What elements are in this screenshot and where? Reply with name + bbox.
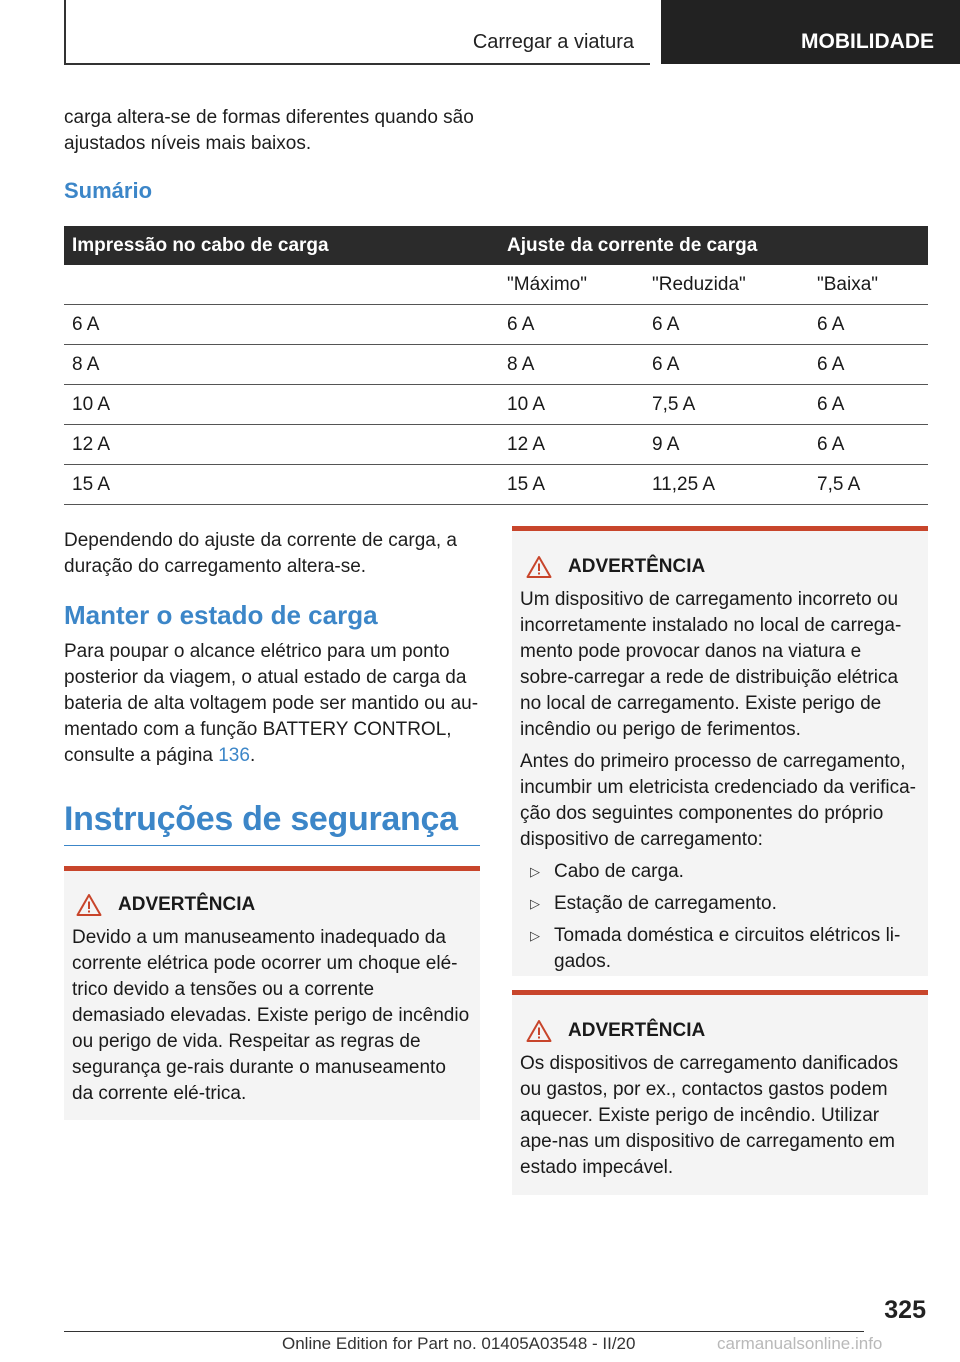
- table-cell: 6 A: [499, 305, 644, 345]
- table-cell: 12 A: [499, 425, 644, 465]
- table-cell: 6 A: [809, 385, 928, 425]
- table-header-row: [64, 226, 928, 265]
- list-item: [520, 891, 920, 917]
- table-header-cable: Impressão no cabo de carga: [64, 226, 499, 265]
- triangle-bullet-icon: ▷: [530, 928, 540, 943]
- after-table-text: Dependendo do ajuste da corrente de carga, a duração do carregamento altera-se.: [64, 530, 457, 577]
- table-subheader: "Baixa": [809, 265, 928, 305]
- safety-heading: Instruções de segurança: [64, 800, 458, 838]
- intro-text: carga altera-se de formas diferentes quando são ajustados níveis mais baixos.: [64, 107, 474, 154]
- table-cell: 6 A: [809, 345, 928, 385]
- list-item-text: Tomada doméstica e circuitos elétricos li-gados.: [554, 925, 901, 972]
- warning-box: [64, 866, 480, 1120]
- warning-title: [520, 1019, 920, 1043]
- header-tab[interactable]: MOBILIDADE: [661, 0, 960, 64]
- table-cell: 6 A: [809, 305, 928, 345]
- triangle-bullet-icon: ▷: [530, 896, 540, 911]
- table-cell: 7,5 A: [644, 385, 809, 425]
- footer-divider: [64, 1331, 864, 1332]
- table-cell: 10 A: [499, 385, 644, 425]
- footer-edition: Online Edition for Part no. 01405A03548 - II/20: [282, 1334, 636, 1353]
- warning-title: [520, 555, 920, 579]
- warning-triangle-icon: [526, 1019, 552, 1043]
- table-subheader: "Máximo": [499, 265, 644, 305]
- warning-box: [512, 526, 928, 976]
- table-cell: 6 A: [644, 305, 809, 345]
- warning-text: Antes do primeiro processo de carregamento, incumbir um eletricista credenciado da verifica-ção dos seguintes componentes do próprio dispositivo de carregamento:: [520, 751, 916, 850]
- list-item: [520, 859, 920, 885]
- heading-rule: [64, 845, 480, 846]
- table-cell: 8 A: [499, 345, 644, 385]
- table-cell: 8 A: [64, 345, 499, 385]
- table-subheader-row: [64, 265, 928, 305]
- warning-text: Os dispositivos de carregamento danificados ou gastos, por ex., contactos gastos podem aquecer. Existe perigo de incêndio. Utilizar ape-nas um dispositivo de carregamento em estado impecável.: [520, 1053, 899, 1178]
- table-row: [64, 345, 928, 385]
- table-row: [64, 425, 928, 465]
- table-header-current: Ajuste da corrente de carga: [499, 226, 928, 265]
- table-cell: 15 A: [64, 465, 499, 505]
- warning-text: Devido a um manuseamento inadequado da corrente elétrica pode ocorrer um choque elé-trico devido a tensões ou a corrente demasiado elevadas. Existe perigo de incêndio ou perigo de vida. Respeitar as regras de segurança ge-rais durante o manuseamento da corrente elé-trica.: [72, 927, 470, 1104]
- table-cell: 15 A: [499, 465, 644, 505]
- summary-table: [64, 226, 928, 505]
- manter-text-end: .: [249, 745, 256, 766]
- triangle-bullet-icon: ▷: [530, 864, 540, 879]
- list-item-text: Estação de carregamento.: [554, 893, 777, 914]
- table-cell: 6 A: [64, 305, 499, 345]
- warning-title-text: ADVERTÊNCIA: [568, 556, 706, 577]
- warning-list: [520, 859, 920, 975]
- warning-text: Um dispositivo de carregamento incorreto ou incorretamente instalado no local de carrega-mento pode provocar danos na viatura e sobre-carregar a rede de distribuição elétrica no local de carregamento. Existe perigo de incêndio ou perigo de ferimentos.: [520, 589, 902, 740]
- summary-heading: Sumário: [64, 178, 153, 203]
- table-cell: 6 A: [644, 345, 809, 385]
- table-subheader: "Reduzida": [644, 265, 809, 305]
- table-row: [64, 305, 928, 345]
- list-item-text: Cabo de carga.: [554, 861, 684, 882]
- manter-text: Para poupar o alcance elétrico para um ponto posterior da viagem, o atual estado de carga da bateria de alta voltagem pode ser mantido ou au-mentado com a função BATTERY CONTROL, consulte a página: [64, 641, 479, 766]
- table-cell: 7,5 A: [809, 465, 928, 505]
- manter-paragraph: [64, 639, 480, 769]
- page-reference-link[interactable]: 136: [218, 745, 250, 766]
- warning-triangle-icon: [526, 555, 552, 579]
- watermark: carmanualsonline.info: [717, 1334, 883, 1353]
- warning-box: [512, 990, 928, 1195]
- table-cell: 9 A: [644, 425, 809, 465]
- table-cell: 11,25 A: [644, 465, 809, 505]
- table-cell: 12 A: [64, 425, 499, 465]
- table-cell: [64, 265, 499, 305]
- list-item: [520, 923, 920, 975]
- manter-heading: Manter o estado de carga: [64, 600, 378, 630]
- table-row: [64, 465, 928, 505]
- warning-title: [72, 893, 470, 917]
- warning-triangle-icon: [76, 893, 102, 917]
- table-cell: 10 A: [64, 385, 499, 425]
- page-number: 325: [884, 1296, 926, 1324]
- table-cell: 6 A: [809, 425, 928, 465]
- header-section-title: Carregar a viatura: [472, 31, 634, 53]
- table-row: [64, 385, 928, 425]
- warning-title-text: ADVERTÊNCIA: [118, 894, 256, 915]
- warning-title-text: ADVERTÊNCIA: [568, 1020, 706, 1041]
